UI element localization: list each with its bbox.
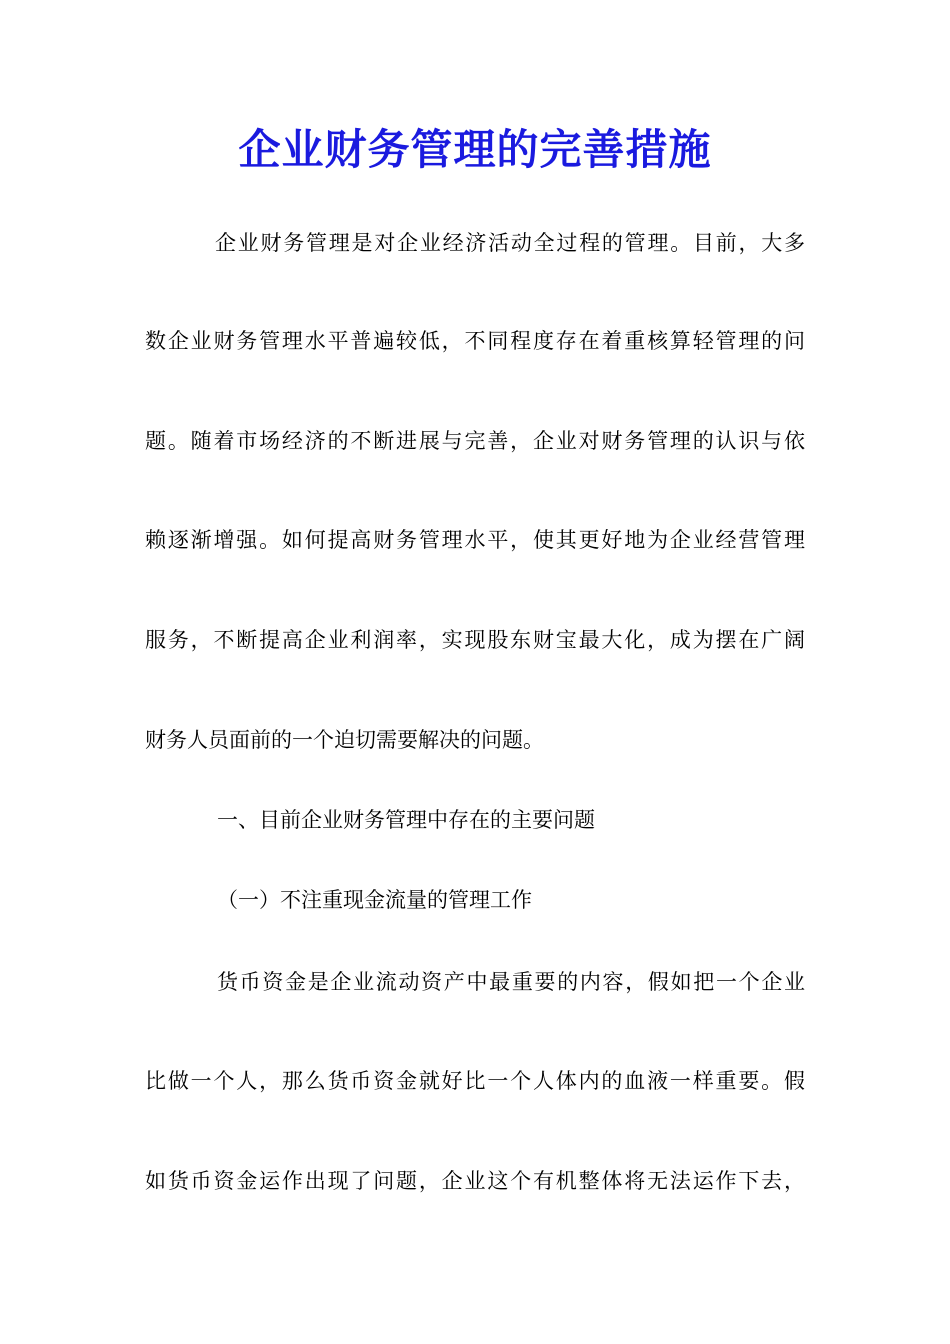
subsection-heading: （一）不注重现金流量的管理工作 — [217, 888, 532, 912]
section-heading: 一、目前企业财务管理中存在的主要问题 — [217, 808, 595, 832]
paragraph-line: 题。随着市场经济的不断进展与完善，企业对财务管理的认识与依 — [145, 429, 805, 453]
paragraph-line: 比做一个人，那么货币资金就好比一个人体内的血液一样重要。假 — [145, 1069, 805, 1093]
paragraph-line: 服务，不断提高企业利润率，实现股东财宝最大化，成为摆在广阔 — [145, 628, 805, 652]
paragraph-line: 赖逐渐增强。如何提高财务管理水平，使其更好地为企业经营管理 — [145, 528, 805, 552]
paragraph-line: 货币资金是企业流动资产中最重要的内容，假如把一个企业 — [217, 970, 805, 994]
document-title: 企业财务管理的完善措施 — [238, 125, 712, 174]
paragraph-line: 如货币资金运作出现了问题，企业这个有机整体将无法运作下去， — [145, 1169, 805, 1193]
paragraph-line: 财务人员面前的一个迫切需要解决的问题。 — [145, 728, 544, 752]
paragraph-line: 企业财务管理是对企业经济活动全过程的管理。目前，大多 — [215, 231, 805, 255]
paragraph-line: 数企业财务管理水平普遍较低，不同程度存在着重核算轻管理的问 — [145, 329, 805, 353]
